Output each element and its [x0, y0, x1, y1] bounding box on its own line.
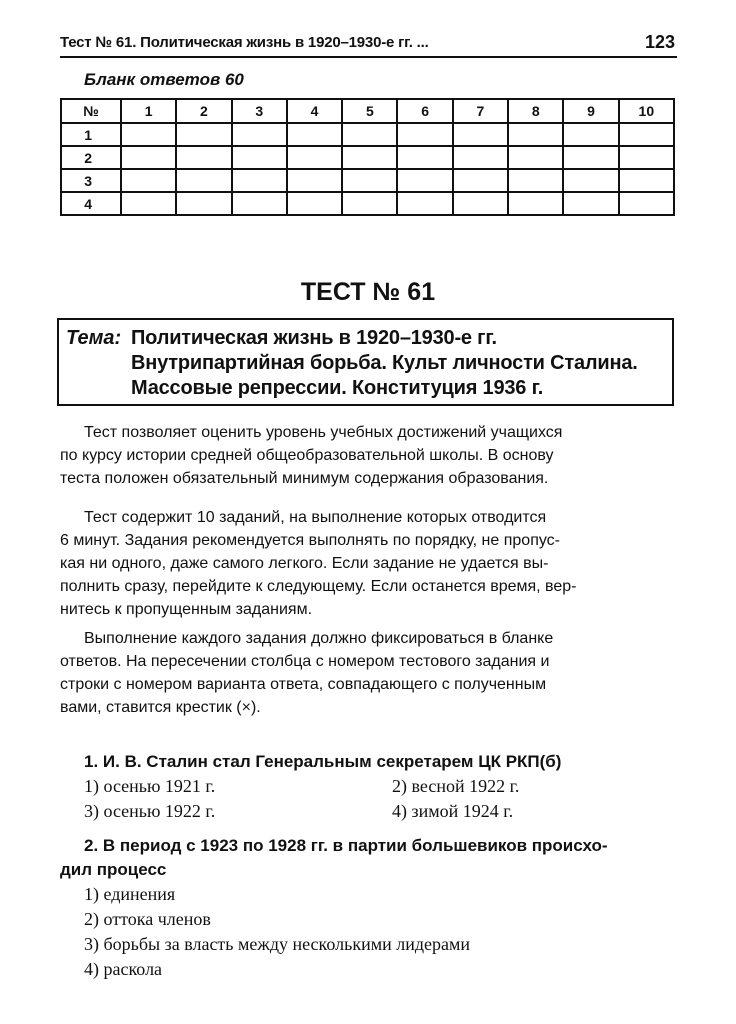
answer-grid-row-label: 1 [61, 123, 121, 146]
answer-grid-row [61, 169, 674, 192]
paragraph-line: 6 минут. Задания рекомендуется выполнять по порядку, не пропус- [60, 532, 560, 549]
answer-grid-col-header: 3 [232, 99, 287, 123]
topic-box [57, 318, 674, 406]
answer-cell[interactable] [397, 192, 452, 215]
answer-cell[interactable] [176, 192, 231, 215]
topic-label: Тема: [66, 327, 122, 349]
answer-cell[interactable] [397, 146, 452, 169]
question-2-option: 2) оттока членов [84, 909, 211, 929]
answer-cell[interactable] [232, 192, 287, 215]
answer-grid-row-label: 3 [61, 169, 121, 192]
paragraph-line: по курсу истории средней общеобразовательной школы. В основу [60, 447, 554, 464]
answer-cell[interactable] [287, 146, 342, 169]
running-title: Тест № 61. Политическая жизнь в 1920–1930-е гг. ... [60, 34, 429, 51]
answer-cell[interactable] [563, 192, 618, 215]
answer-grid-col-header: 7 [453, 99, 508, 123]
answer-cell[interactable] [121, 146, 176, 169]
answer-grid-col-header: 6 [397, 99, 452, 123]
answer-sheet-title: Бланк ответов 60 [84, 70, 244, 89]
answer-grid-row-label: 4 [61, 192, 121, 215]
paragraph-line: полнить сразу, перейдите к следующему. Если останется время, вер- [60, 578, 577, 595]
page-number: 123 [644, 32, 675, 52]
topic-line: Массовые репрессии. Конституция 1936 г. [131, 377, 544, 399]
answer-grid-col-header: 2 [176, 99, 231, 123]
topic-line: Внутрипартийная борьба. Культ личности Сталина. [131, 352, 638, 374]
answer-cell[interactable] [232, 123, 287, 146]
answer-cell[interactable] [121, 123, 176, 146]
answer-cell[interactable] [176, 123, 231, 146]
paragraph-line: Тест содержит 10 заданий, на выполнение которых отводится [84, 509, 547, 526]
answer-cell[interactable] [287, 123, 342, 146]
answer-cell[interactable] [121, 169, 176, 192]
answer-cell[interactable] [508, 192, 563, 215]
answer-grid-col-header: 5 [342, 99, 397, 123]
question-1-option: 2) весной 1922 г. [392, 776, 520, 796]
answer-grid-col-header: 4 [287, 99, 342, 123]
answer-grid-col-header: 10 [619, 99, 674, 123]
question-2-option: 3) борьбы за власть между несколькими лидерами [84, 934, 471, 954]
answer-grid [60, 98, 675, 216]
answer-grid-row [61, 192, 674, 215]
topic-line: Политическая жизнь в 1920–1930-е гг. [131, 327, 497, 349]
answer-cell[interactable] [342, 169, 397, 192]
answer-cell[interactable] [342, 146, 397, 169]
paragraph-line: теста положен обязательный минимум содержания образования. [60, 470, 549, 487]
answer-grid-col-header: 9 [563, 99, 618, 123]
answer-cell[interactable] [508, 146, 563, 169]
answer-cell[interactable] [453, 169, 508, 192]
paragraph-line: кая ни одного, даже самого легкого. Если задание не удается вы- [60, 555, 549, 572]
answer-grid-col-header: 1 [121, 99, 176, 123]
answer-grid-row-label: 2 [61, 146, 121, 169]
answer-cell[interactable] [508, 169, 563, 192]
answer-cell[interactable] [508, 123, 563, 146]
answer-cell[interactable] [563, 123, 618, 146]
answer-cell[interactable] [232, 169, 287, 192]
answer-cell[interactable] [287, 192, 342, 215]
answer-cell[interactable] [121, 192, 176, 215]
question-2-text: 2. В период с 1923 по 1928 гг. в партии большевиков происхо- [84, 836, 608, 855]
question-1-text: 1. И. В. Сталин стал Генеральным секретарем ЦК РКП(б) [84, 752, 562, 771]
paragraph-line: нитесь к пропущенным заданиям. [60, 601, 313, 618]
answer-cell[interactable] [397, 123, 452, 146]
answer-grid-header-row [61, 99, 674, 123]
answer-grid-row [61, 146, 674, 169]
test-heading: ТЕСТ № 61 [300, 278, 436, 306]
answer-cell[interactable] [342, 123, 397, 146]
intro-paragraph-3 [60, 627, 675, 719]
answer-cell[interactable] [287, 169, 342, 192]
question-2-option: 1) единения [84, 884, 176, 904]
answer-cell[interactable] [619, 192, 674, 215]
paragraph-line: строки с номером варианта ответа, совпадающего с полученным [60, 676, 547, 693]
answer-cell[interactable] [563, 169, 618, 192]
answer-cell[interactable] [342, 192, 397, 215]
answer-cell[interactable] [619, 169, 674, 192]
answer-cell[interactable] [232, 146, 287, 169]
answer-cell[interactable] [453, 123, 508, 146]
answer-cell[interactable] [176, 169, 231, 192]
answer-grid-col-header: 8 [508, 99, 563, 123]
answer-grid-corner: № [61, 99, 121, 123]
paragraph-line: вами, ставится крестик (×). [60, 699, 261, 716]
answer-cell[interactable] [619, 146, 674, 169]
answer-cell[interactable] [176, 146, 231, 169]
answer-grid-row [61, 123, 674, 146]
question-2-text-cont: дил процесс [60, 860, 167, 879]
answer-cell[interactable] [619, 123, 674, 146]
intro-paragraph-1 [60, 421, 675, 490]
paragraph-line: ответов. На пересечении столбца с номером тестового задания и [60, 653, 550, 670]
paragraph-line: Выполнение каждого задания должно фиксироваться в бланке [84, 630, 554, 647]
question-1-option: 4) зимой 1924 г. [392, 801, 514, 821]
question-1-option: 3) осенью 1922 г. [84, 801, 216, 821]
answer-cell[interactable] [563, 146, 618, 169]
running-header [60, 30, 677, 58]
intro-paragraph-2 [60, 506, 675, 621]
question-2-option: 4) раскола [84, 959, 163, 979]
paragraph-line: Тест позволяет оценить уровень учебных достижений учащихся [84, 424, 563, 441]
answer-cell[interactable] [453, 192, 508, 215]
answer-cell[interactable] [397, 169, 452, 192]
question-1-option: 1) осенью 1921 г. [84, 776, 216, 796]
answer-cell[interactable] [453, 146, 508, 169]
